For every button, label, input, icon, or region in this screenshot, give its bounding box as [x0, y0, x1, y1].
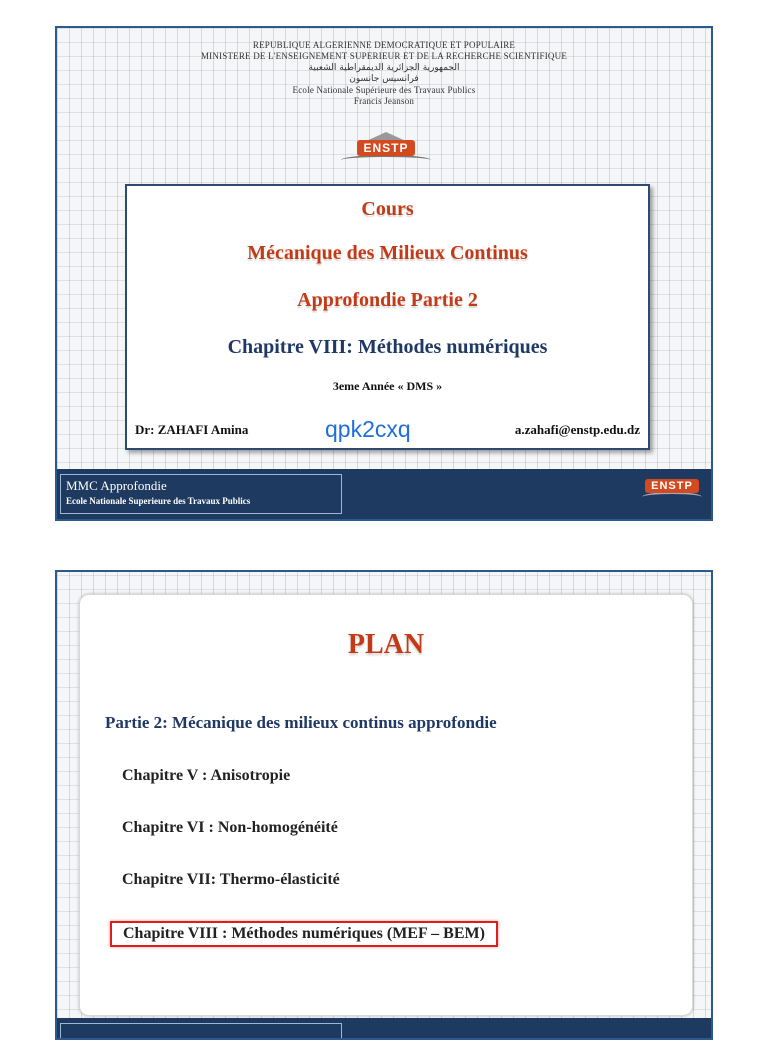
footer-course: MMC Approfondie	[66, 478, 167, 493]
plan-slide	[55, 570, 713, 1040]
plan-card	[79, 594, 693, 1016]
title-box	[125, 184, 650, 450]
title-cours: Cours	[361, 198, 414, 220]
author-row	[127, 414, 648, 444]
footer-logo-swoosh-icon	[642, 492, 702, 502]
title-subject: Mécanique des Milieux Continus	[247, 242, 528, 264]
header-line-name: Francis Jeanson	[353, 96, 415, 107]
author-email: a.zahafi@enstp.edu.dz	[514, 422, 640, 437]
slide-footer	[57, 469, 711, 519]
header-line-ministry: MINISTERE DE L'ENSEIGNEMENT SUPERIEUR ET DE LA RECHERCHE SCIENTIFIQUE	[200, 51, 568, 62]
header-line-arabic-name: فرانسيس جانسون	[349, 73, 419, 84]
plan-title: PLAN	[347, 629, 425, 660]
institution-header	[57, 40, 711, 108]
chapter-item-5: Chapitre V : Anisotropie	[122, 767, 291, 784]
footer-logo	[642, 479, 702, 502]
footer-school: Ecole Nationale Superieure des Travaux Publics	[66, 496, 251, 506]
footer-label-box	[60, 474, 342, 514]
title-part: Approfondie Partie 2	[297, 289, 478, 311]
enstp-logo	[341, 132, 431, 165]
chapter-item-7: Chapitre VII: Thermo-élasticité	[122, 871, 340, 888]
plan-partie: Partie 2: Mécanique des milieux continus approfondie	[105, 713, 497, 732]
logo-badge: ENSTP	[357, 140, 414, 156]
header-line-arabic: الجمهورية الجزائرية الديمقراطية الشعبية	[308, 62, 460, 73]
course-code: qpk2cxq	[325, 416, 411, 442]
title-chapter: Chapitre VIII: Méthodes numériques	[227, 336, 548, 358]
footer-logo-badge: ENSTP	[645, 479, 699, 493]
chapter-item-6: Chapitre VI : Non-homogénéité	[122, 819, 338, 836]
title-slide	[55, 26, 713, 521]
chapter-item-8-highlighted: Chapitre VIII : Méthodes numériques (MEF – BEM)	[110, 921, 498, 947]
header-line-school: Ecole Nationale Supérieure des Travaux Publics	[292, 85, 476, 95]
logo-swoosh-icon	[341, 155, 431, 165]
title-year: 3eme Année « DMS »	[332, 379, 443, 393]
author-name: Dr: ZAHAFI Amina	[135, 422, 249, 437]
header-line-republic: REPUBLIQUE ALGERIENNE DEMOCRATIQUE ET POPULAIRE	[252, 40, 516, 50]
slide-footer-2	[57, 1018, 711, 1040]
footer-label-box-2	[60, 1023, 342, 1040]
